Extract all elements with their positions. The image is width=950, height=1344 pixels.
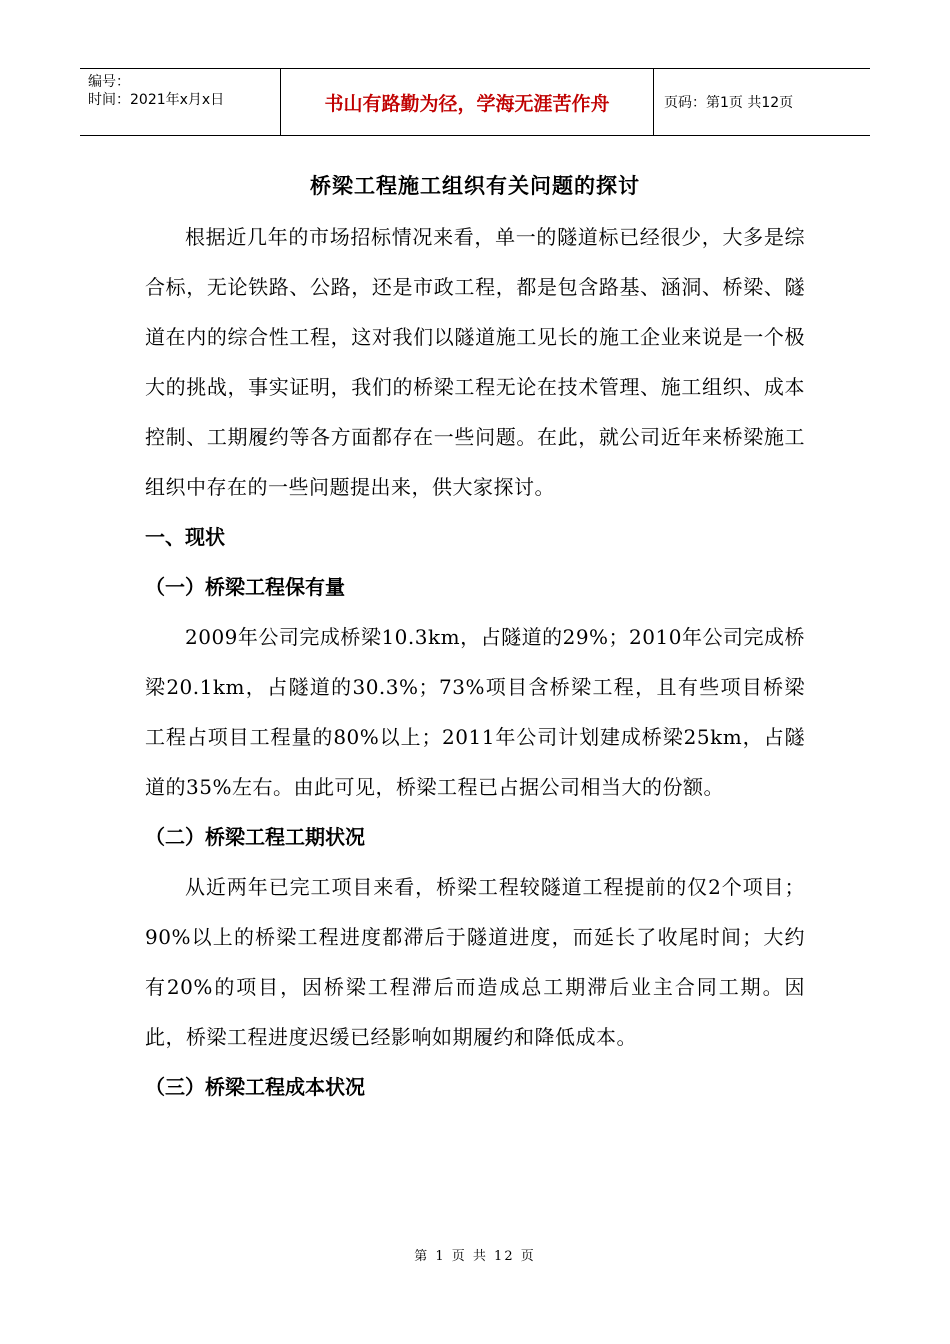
intro-paragraph: 根据近几年的市场招标情况来看，单一的隧道标已经很少，大多是综合标，无论铁路、公路，还是市政工程，都是包含路基、涵洞、桥梁、隧道在内的综合性工程，这对我们以隧道施工见长的施工企业来说是一个极大的挑战，事实证明，我们的桥梁工程无论在技术管理、施工组织、成本控制、工期履约等各方面都存在一些问题。在此，就公司近年来桥梁施工组织中存在的一些问题提出来，供大家探讨。: [145, 225, 805, 499]
subsection-heading-schedule: （二）桥梁工程工期状况: [145, 825, 365, 849]
schedule-paragraph: 从近两年已完工项目来看，桥梁工程较隧道工程提前的仅2个项目；90%以上的桥梁工程进度都滞后于隧道进度，而延长了收尾时间；大约有20%的项目，因桥梁工程滞后而造成总工期滞后业主合同工期。因此，桥梁工程进度迟缓已经影响如期履约和降低成本。: [145, 875, 805, 1049]
subsection-heading-bridge-volume: （一）桥梁工程保有量: [145, 575, 345, 599]
subsection-heading-cost: （三）桥梁工程成本状况: [145, 1075, 365, 1099]
document-title: 桥梁工程施工组织有关问题的探讨: [310, 174, 640, 198]
document-body: [145, 212, 805, 1112]
header-motto-cell: [281, 69, 654, 135]
document-header: [80, 68, 870, 136]
page-info: 页码：第1页 共12页: [664, 95, 794, 111]
motto-text: 书山有路勤为径，学海无涯苦作舟: [324, 92, 610, 115]
page-footer: 第 1 页 共 12 页: [414, 1249, 536, 1264]
number-label: 编号：: [88, 74, 130, 90]
header-meta-cell: [80, 69, 281, 135]
section-heading-status: 一、现状: [145, 525, 225, 549]
time-label: 时间：2021年x月x日: [88, 92, 225, 108]
bridge-volume-paragraph: 2009年公司完成桥梁10.3km，占隧道的29%；2010年公司完成桥梁20.1km，占隧道的30.3%；73%项目含桥梁工程，且有些项目桥梁工程占项目工程量的80%以上；2011年公司计划建成桥梁25km，占隧道的35%左右。由此可见，桥梁工程已占据公司相当大的份额。: [145, 625, 805, 799]
header-page-cell: [654, 69, 870, 135]
